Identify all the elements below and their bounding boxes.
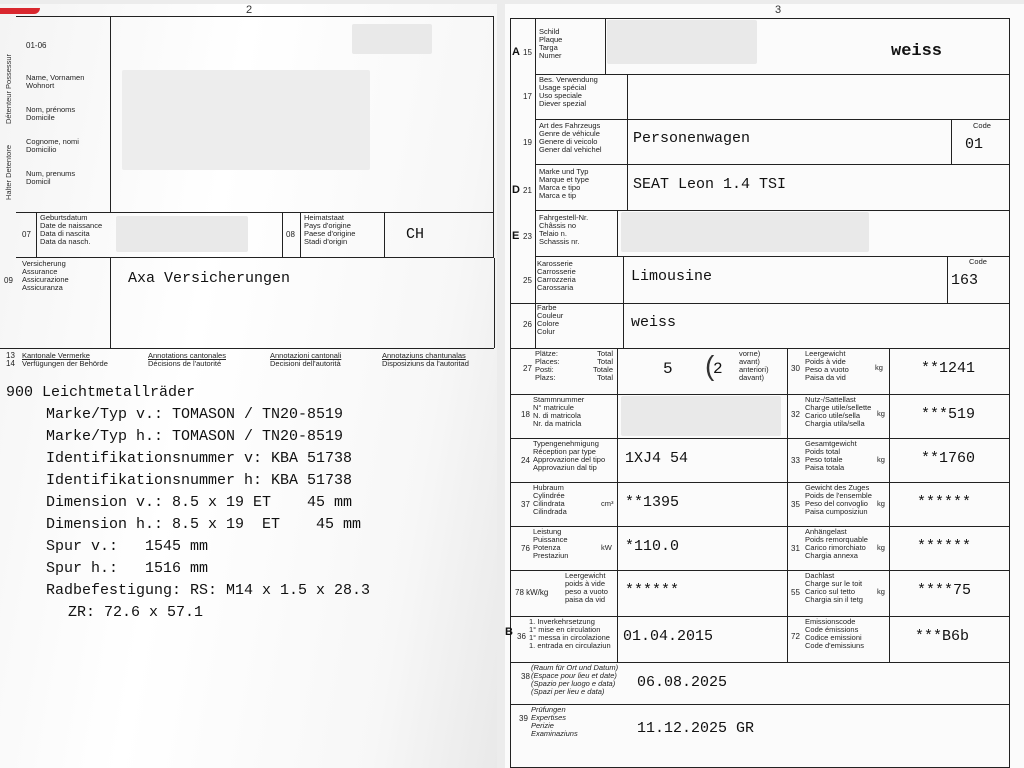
owner-label-de: Name, Vornamen Wohnort [26,73,85,90]
seats-total: 5 [663,360,673,378]
annotations-header-de: Kantonale Vermerke Verfügungen der Behörde [22,351,108,368]
place-date-value: 06.08.2025 [637,674,728,691]
body-type-value: Limousine [631,268,713,285]
note-line: Identifikationsnummer v: KBA 51738 [46,450,353,467]
vertical-label-detenteur: Détenteur Possessur [4,53,13,124]
row-letter: A [512,46,520,58]
redaction [621,396,781,436]
plate-value: weiss [891,42,943,61]
page-number-right: 3 [775,4,782,16]
redaction [621,212,869,252]
displacement-value: **1395 [625,494,680,511]
power-value: *110.0 [625,538,680,555]
vehicle-type-value: Personenwagen [633,130,751,147]
towing-weight-value: ****** [917,538,972,555]
note-line: Dimension v.: 8.5 x 19 ET 45 mm [46,494,353,511]
redaction [122,70,370,170]
power-weight-value: ****** [625,582,680,599]
make-model-value: SEAT Leon 1.4 TSI [633,176,787,193]
first-registration-value: 01.04.2015 [623,628,714,645]
insurance-labels: Versicherung Assurance Assicurazione Assicuranza [22,259,69,292]
total-weight-value: **1760 [921,450,976,467]
owner-label-it: Cognome, nomi Domicilio [26,137,79,154]
redaction [607,20,757,64]
inspection-value: 11.12.2025 GR [637,720,755,737]
annotations-header-rm: Annotaziuns chantunalas Disposiziuns da l'autoritad [382,351,469,368]
roof-load-value: ****75 [917,582,972,599]
heimat-labels: Heimatstaat Pays d'origine Paese d'origine Stadi d'origin [304,213,356,246]
note-line: Dimension h.: 8.5 x 19 ET 45 mm [46,516,362,533]
birth-code: 07 [22,230,31,239]
annotations-codes: 13 14 [6,351,15,368]
vertical-label-halter: Halter Detentore [4,144,13,200]
note-line: Identifikationsnummer h: KBA 51738 [46,472,353,489]
page-number-left: 2 [246,4,253,16]
note-line: Marke/Typ h.: TOMASON / TN20-8519 [46,428,344,445]
owner-label-fr: Nom, prénoms Domicile [26,105,76,122]
color-value: weiss [631,314,677,331]
red-tab-decoration [0,8,40,14]
redaction [352,24,432,54]
vehicle-code: 01 [965,136,984,153]
note-line: Radbefestigung: RS: M14 x 1.5 x 28.3 [46,582,371,599]
emission-code-value: ***B6b [915,628,970,645]
heimat-code: 08 [286,230,295,239]
row-letter: B [505,626,513,638]
note-line: Marke/Typ v.: TOMASON / TN20-8519 [46,406,344,423]
insurance-code: 09 [4,276,13,285]
seats-front: 2 [713,360,723,378]
heimat-value: CH [406,226,425,243]
note-line: Spur h.: 1516 mm [46,560,209,577]
body-code: 163 [951,272,979,289]
left-page [0,4,497,768]
insurance-value: Axa Versicherungen [128,270,291,287]
annotations-header-fr: Annotations cantonales Décisions de l'autorité [148,351,226,368]
payload-value: ***519 [921,406,976,423]
type-approval-value: 1XJ4 54 [625,450,689,467]
annotations-header-it: Annotazioni cantonali Decisioni dell'autorità [270,351,342,368]
note-line: ZR: 72.6 x 57.1 [68,604,204,621]
birth-labels: Geburtsdatum Date de naissance Data di nascita Data da nasch. [40,213,103,246]
empty-weight-value: **1241 [921,360,976,377]
redaction [116,216,248,252]
note-line: 900 Leichtmetallräder [6,384,196,401]
date-code: 01-06 [26,41,47,50]
note-line: Spur v.: 1545 mm [46,538,209,555]
train-weight-value: ****** [917,494,972,511]
owner-label-rm: Num, prenums Domicil [26,169,76,186]
right-page: 3 A 15 Schild Plaque Targa Numer weiss 17 Bes. Verwendung Usage spécial Uso speciale Diever spezial 19 Art des Fahrzeugs Genre de véhicule Genere di veicolo Gener dal vehichel Personenwagen Code 01 D 21 Marke und Typ Marque et type Marca e tipo Marca e tip SEAT Leon 1.4 TSI E 23 Fahrgestell-Nr. Châssis no Telaio n. Schassis nr. 25 Karosserie Carrosserie Carrozzeria Carossaria Limousine Code 163 26 Farbe Couleur Colore Colur weiss 27 Plätze: Places: Posti: Plazs: Total Total Totale Total 5 ( 2 vorne) avant) anteriori) davant) 30 Leergewicht Poids à vide Peso a vuoto Paisa da vid kg **1241 18 Stammnummer N° matricule N. di matricola Nr. da matricla 32 Nutz-/Sattellast Charge utile/sellette Carico utile/sella Chargia utila/sella kg ***519 24 Typengenehmigung Réception par type Approvazione del tipo Approvaziun dal tip 1XJ4 54 33 Gesamtgewicht Poids total Peso totale Paisa totala kg **1760 37 Hubraum Cylindrée Cilindrata Cilindrada cm³ **1395 35 Gewicht des Zuges Poids de l'ensemble Peso del convoglio Paisa cumposiziun kg ****** 76 Leistung Puissance Potenza Prestaziun kW *110.0 31 Anhängelast Poids remorquable Carico rimorchiato Chargia annexa kg ****** 78 kW/kg Leergewicht poids à vide peso a vuoto paisa da vid ****** 55 Dachlast Charge sur le toit Carico sul tetto Chargia sin il tetg kg ****75 B 36 1. Inverkehrsetzung 1° mise en circulation 1° messa in circolazione 1. entrada en circulaziun 01.04.2015 72 Emissionscode Code émissions Codice emissioni Code d'emissiuns ***B6b 38 (Raum für Ort und Datum) (Espace pour lieu et date) (Spazio per luogo e data) (Spazi per lieu e data) 06.08.2025 39 Prüfungen Expertises Perizie Examinaziuns 11.12.2025 GR [505,4,1024,768]
